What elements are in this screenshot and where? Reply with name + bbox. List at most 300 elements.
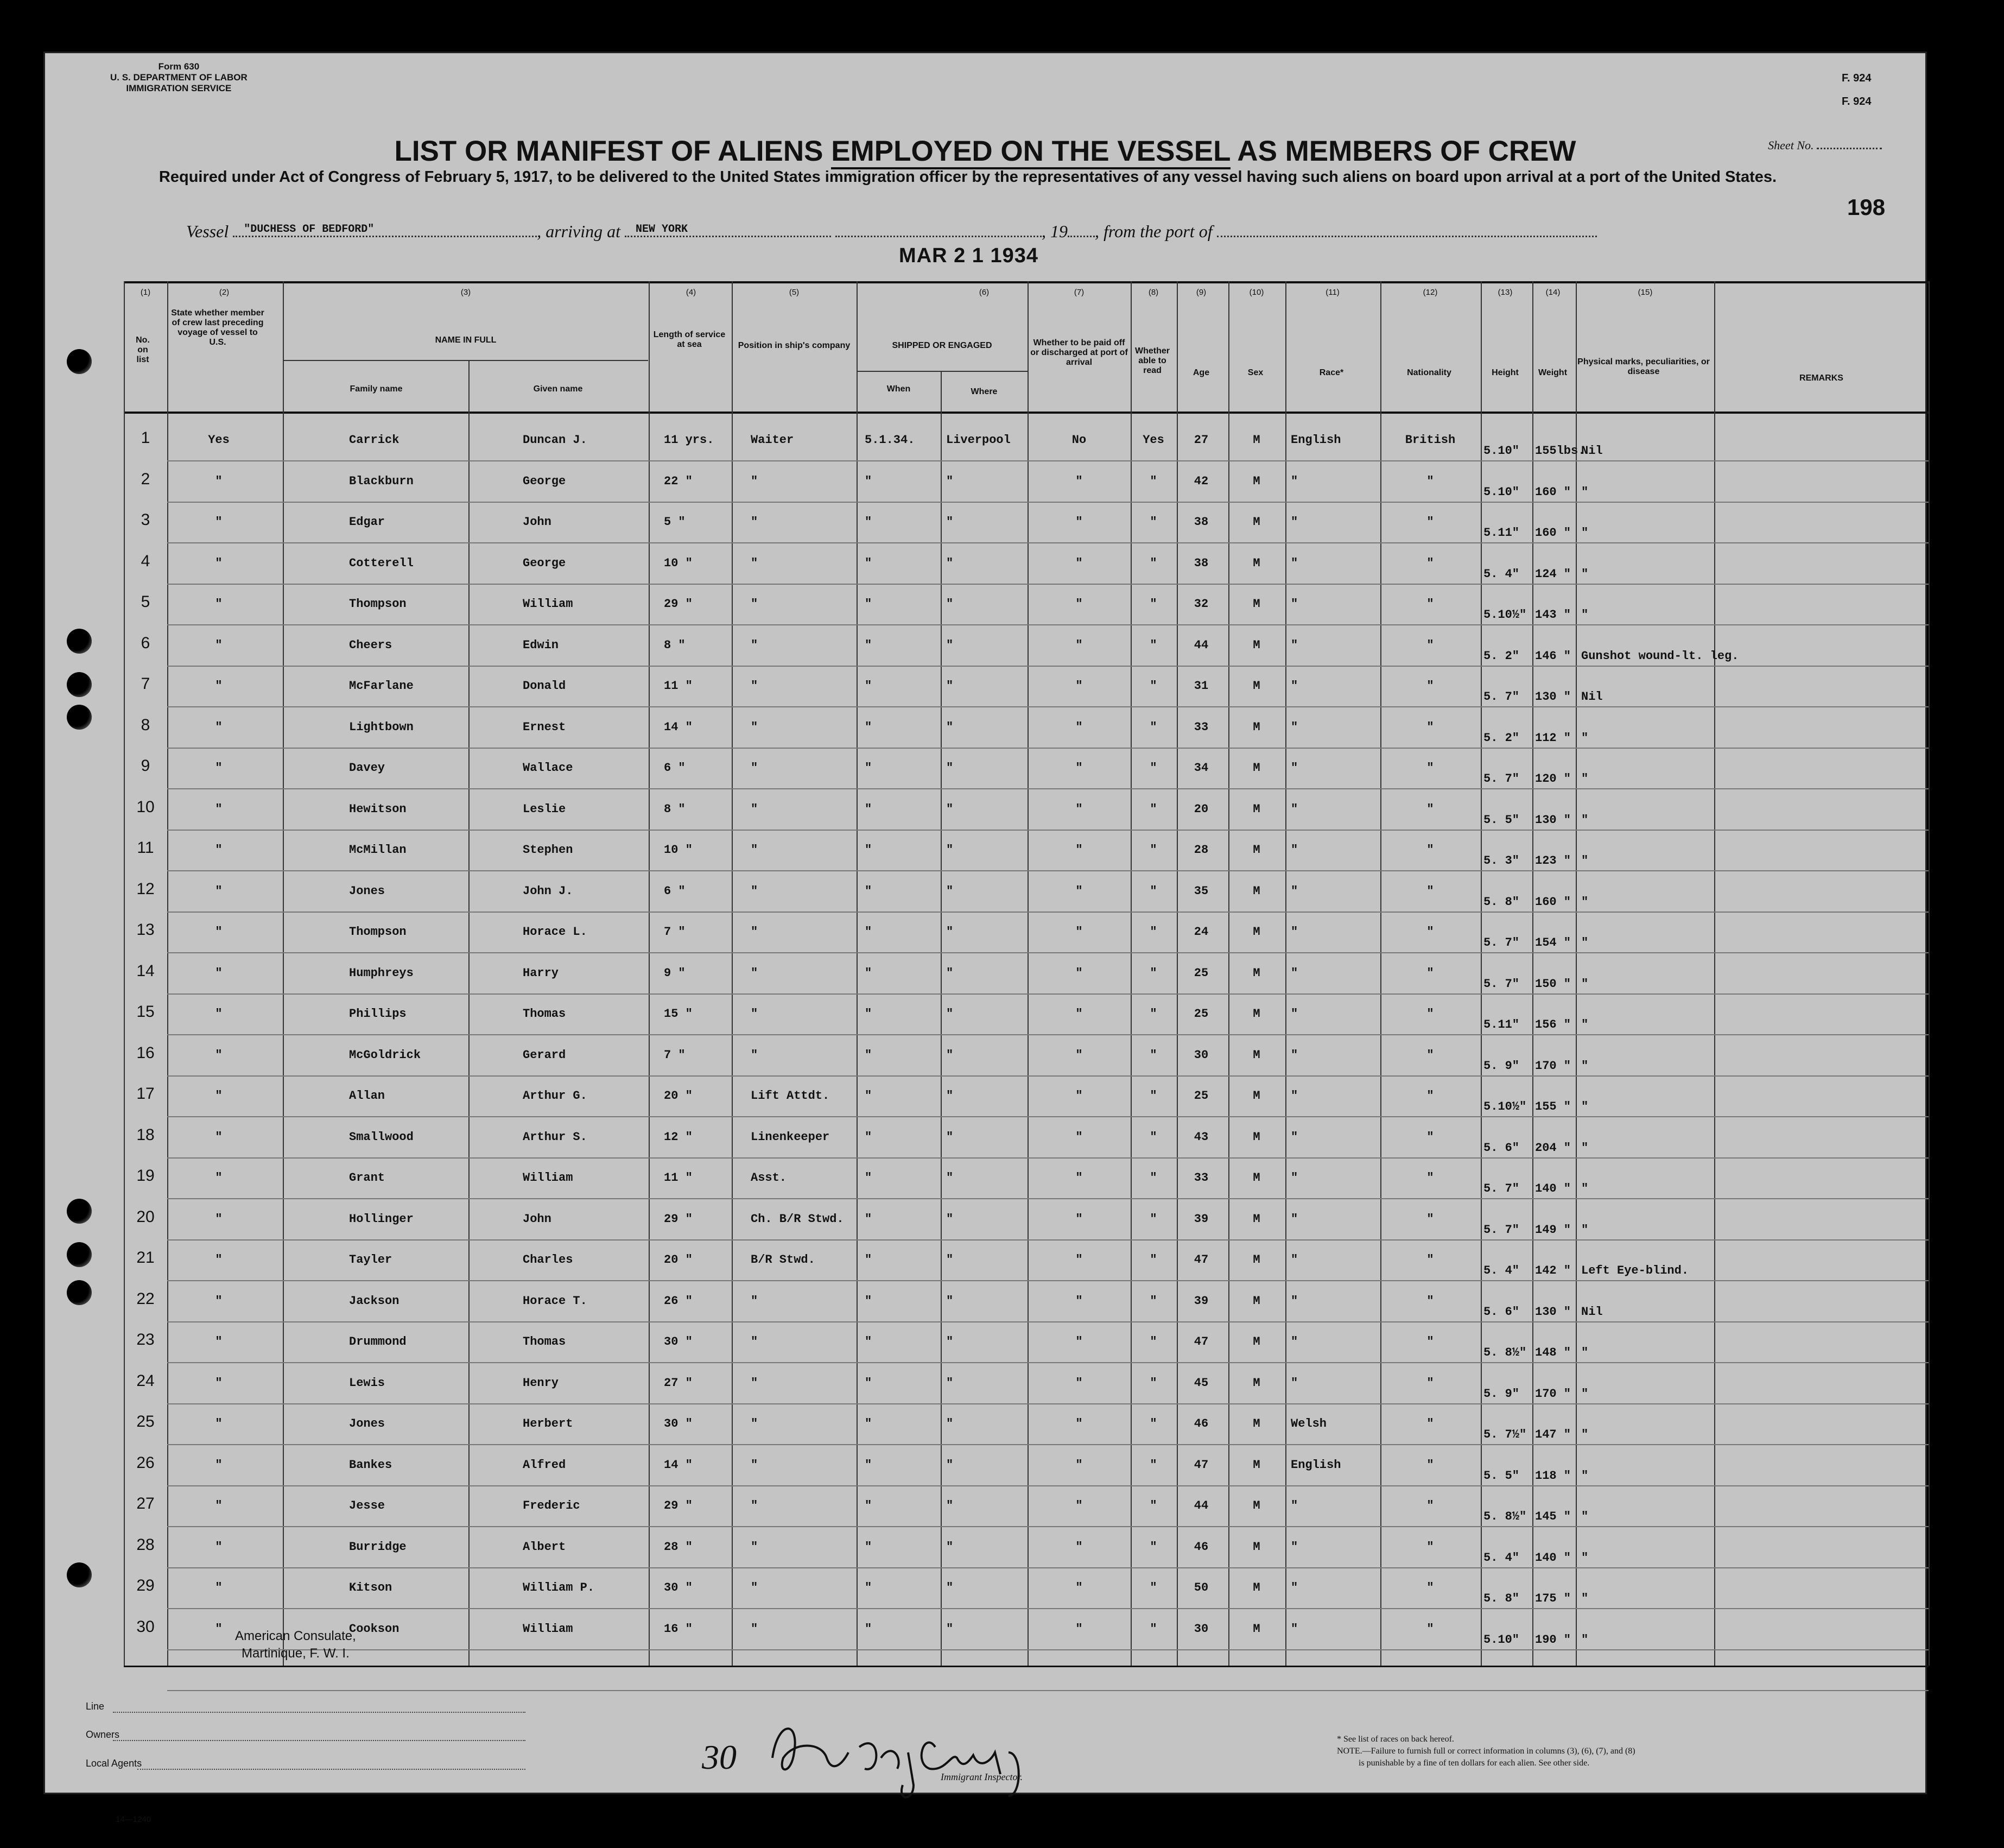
height-cell: 5. 9" [1483,1059,1520,1073]
previous-voyage-cell: " [215,1212,223,1226]
age-cell: 43 [1194,1130,1209,1144]
punch-hole [67,1280,92,1305]
note-line: is punishable by a fine of ten dollars for each alien. See other side. [1359,1758,1590,1768]
physical-marks-cell: Nil [1581,690,1603,704]
physical-marks-cell: " [1581,936,1589,950]
position-cell: " [751,843,758,857]
previous-voyage-cell: " [215,1130,223,1144]
sex-cell: M [1253,802,1260,816]
nationality-cell: British [1405,433,1456,447]
length-service-cell: 29 " [664,1499,693,1512]
given-name-cell: Arthur G. [523,1089,587,1103]
column-number: (5) [789,288,800,297]
race-cell: English [1291,433,1341,447]
paid-off-cell: " [1075,1294,1083,1308]
row-rule [167,1649,1929,1650]
row-rule [167,542,1929,543]
shipped-when-cell: " [865,802,872,816]
previous-voyage-cell: " [215,1540,223,1554]
age-cell: 47 [1194,1458,1209,1472]
previous-voyage-cell: " [215,1622,223,1636]
shipped-where-cell: " [946,1212,954,1226]
race-cell: " [1291,556,1298,570]
height-cell: 5. 7" [1483,690,1520,704]
given-name-cell: William [523,597,573,611]
height-cell: 5.10" [1483,485,1520,499]
manifest-sheet [43,52,1927,1824]
length-service-cell: 10 " [664,843,693,857]
position-cell: " [751,1458,758,1472]
position-cell: " [751,1540,758,1554]
header-position: Position in ship's company [738,341,851,350]
row-rule [167,1157,1929,1159]
owners-label: Owners [86,1729,120,1740]
shipped-where-cell: " [946,1089,954,1103]
row-rule [167,830,1929,831]
consulate-line: American Consulate, [235,1629,356,1643]
able-read-cell: " [1150,1335,1157,1349]
given-name-cell: Horace T. [523,1294,587,1308]
length-service-cell: 29 " [664,597,693,611]
row-rule [167,952,1929,953]
previous-voyage-cell: " [215,720,223,734]
able-read-cell: " [1150,1458,1157,1472]
date-stamp: MAR 2 1 1934 [899,244,1039,267]
column-number: (14) [1545,288,1561,297]
row-rule [167,1198,1929,1199]
paid-off-cell: No [1071,433,1087,447]
age-cell: 47 [1194,1253,1209,1267]
able-read-cell: " [1150,1130,1157,1144]
nationality-cell: " [1426,1499,1434,1512]
race-cell: " [1291,966,1298,980]
sex-cell: M [1253,884,1260,898]
family-name-cell: Thompson [349,925,407,939]
header-given-name: Given name [533,384,583,394]
length-service-cell: 6 " [664,884,686,898]
row-number: 10 [136,798,155,816]
height-cell: 5. 6" [1483,1141,1520,1155]
shipped-where-cell: " [946,1376,954,1390]
header-where: Where [971,387,998,396]
previous-voyage-cell: " [215,1458,223,1472]
row-number: 12 [136,879,155,898]
row-rule [167,1239,1929,1241]
paid-off-cell: " [1075,638,1083,652]
height-cell: 5. 7" [1483,1223,1520,1237]
family-name-cell: McGoldrick [349,1048,421,1062]
physical-marks-cell: " [1581,1346,1589,1359]
weight-cell: 130 " [1535,690,1571,704]
punch-hole [67,1199,92,1224]
height-cell: 5. 7½" [1483,1428,1527,1441]
weight-cell: 150 " [1535,977,1571,991]
length-service-cell: 16 " [664,1622,693,1636]
physical-marks-cell: " [1581,1387,1589,1401]
shipped-where-cell: " [946,1130,954,1144]
previous-voyage-cell: " [215,1007,223,1021]
row-rule [167,1526,1929,1527]
race-cell: " [1291,1253,1298,1267]
weight-cell: 154 " [1535,936,1571,950]
age-cell: 44 [1194,638,1209,652]
column-divider [649,281,650,1666]
agents-label: Local Agents [86,1758,142,1769]
shipped-when-cell: " [865,556,872,570]
physical-marks-cell: " [1581,1223,1589,1237]
nationality-cell: " [1426,1294,1434,1308]
shipped-where-cell: " [946,884,954,898]
family-name-cell: Lewis [349,1376,385,1390]
shipped-when-cell: " [865,1458,872,1472]
year-label: , 19 [1041,221,1068,241]
row-number: 7 [141,675,150,693]
race-cell: " [1291,884,1298,898]
agency-name: U. S. DEPARTMENT OF LABOR [110,72,248,83]
row-rule [167,748,1929,749]
position-cell: " [751,1376,758,1390]
length-service-cell: 12 " [664,1130,693,1144]
shipped-when-cell: " [865,720,872,734]
weight-cell: 160 " [1535,485,1571,499]
page-title [45,135,1925,168]
nationality-cell: " [1426,1130,1434,1144]
row-number: 28 [136,1535,155,1554]
family-name-cell: Hewitson [349,802,407,816]
previous-voyage-cell: " [215,925,223,939]
height-cell: 5. 8½" [1483,1346,1527,1359]
previous-voyage-cell: " [215,556,223,570]
height-cell: 5. 7" [1483,772,1520,786]
given-name-cell: Horace L. [523,925,587,939]
line-field [113,1712,525,1713]
paid-off-cell: " [1075,1458,1083,1472]
family-name-cell: Kitson [349,1581,392,1594]
shipped-where-cell: " [946,1622,954,1636]
shipped-when-cell: " [865,1622,872,1636]
able-read-cell: " [1150,1376,1157,1390]
shipped-when-cell: " [865,1376,872,1390]
length-service-cell: 14 " [664,720,693,734]
nationality-cell: " [1426,597,1434,611]
physical-marks-cell: " [1581,895,1589,909]
row-number: 11 [137,839,154,857]
age-cell: 27 [1194,433,1209,447]
length-service-cell: 5 " [664,515,686,529]
nationality-cell: " [1426,1007,1434,1021]
owners-field [113,1740,525,1741]
column-divider [1028,281,1029,1666]
previous-voyage-cell: " [215,802,223,816]
punch-hole [67,1562,92,1587]
age-cell: 46 [1194,1540,1209,1554]
able-read-cell: " [1150,638,1157,652]
row-number: 24 [136,1371,155,1390]
age-cell: 42 [1194,474,1209,488]
column-number: (15) [1638,288,1653,297]
subtitle: Required under Act of Congress of February 5, 1917, to be delivered to the United States immigration officer by the representatives of any vessel having such aliens on board upon arrival at a port of the United States. [158,168,1777,186]
physical-marks-cell: " [1581,567,1589,581]
given-name-cell: George [523,474,566,488]
page-number: 198 [1847,194,1886,220]
paid-off-cell: " [1075,1376,1083,1390]
previous-voyage-cell: " [215,843,223,857]
weight-cell: 130 " [1535,1305,1571,1319]
race-cell: " [1291,843,1298,857]
weight-cell: 155 " [1535,1100,1571,1113]
previous-voyage-cell: " [215,1417,223,1431]
sex-cell: M [1253,1048,1260,1062]
weight-cell: 123 " [1535,854,1571,868]
sex-cell: M [1253,966,1260,980]
given-name-cell: Duncan J. [523,433,587,447]
age-cell: 47 [1194,1335,1209,1349]
given-name-cell: Herbert [523,1417,573,1431]
sex-cell: M [1253,597,1260,611]
height-cell: 5.11" [1483,526,1520,540]
given-name-cell: William [523,1171,573,1185]
position-cell: " [751,1335,758,1349]
shipped-where-cell: " [946,638,954,652]
able-read-cell: " [1150,1253,1157,1267]
row-number: 4 [141,552,150,570]
row-number: 8 [141,716,150,734]
able-read-cell: " [1150,1171,1157,1185]
previous-voyage-cell: " [215,1089,223,1103]
row-number: 20 [136,1207,155,1226]
shipped-where-cell: " [946,1581,954,1594]
family-name-cell: McFarlane [349,679,414,693]
physical-marks-cell: " [1581,772,1589,786]
column-number: (11) [1326,288,1340,297]
able-read-cell: " [1150,515,1157,529]
row-number: 22 [136,1289,155,1308]
nationality-cell: " [1426,1212,1434,1226]
race-cell: " [1291,1499,1298,1512]
physical-marks-cell: " [1581,1182,1589,1195]
height-cell: 5. 2" [1483,649,1520,663]
sex-cell: M [1253,1253,1260,1267]
physical-marks-cell: " [1581,1592,1589,1605]
position-cell: " [751,925,758,939]
shipped-where-cell: " [946,1335,954,1349]
column-number: (9) [1196,288,1207,297]
height-cell: 5. 7" [1483,977,1520,991]
race-cell: " [1291,638,1298,652]
age-cell: 45 [1194,1376,1209,1390]
physical-marks-cell: " [1581,1059,1589,1073]
row-rule [167,912,1929,913]
age-cell: 25 [1194,966,1209,980]
row-number: 6 [141,634,150,652]
race-cell: " [1291,1294,1298,1308]
family-name-cell: Jones [349,1417,385,1431]
row-number: 1 [141,429,150,447]
family-name-cell: Thompson [349,597,407,611]
able-read-cell: " [1150,925,1157,939]
paid-off-cell: " [1075,597,1083,611]
row-rule [167,1321,1929,1322]
table-top-border [124,281,1929,283]
row-rule [167,1444,1929,1445]
length-service-cell: 26 " [664,1294,693,1308]
given-name-cell: Frederic [523,1499,580,1512]
weight-cell: 160 " [1535,526,1571,540]
position-cell: " [751,556,758,570]
given-name-cell: Ernest [523,720,566,734]
shipped-where-cell: " [946,474,954,488]
previous-voyage-cell: " [215,966,223,980]
row-rule [167,1116,1929,1117]
paid-off-cell: " [1075,1212,1083,1226]
position-cell: " [751,1499,758,1512]
shipped-where-cell: " [946,556,954,570]
previous-voyage-cell: " [215,1581,223,1594]
family-name-cell: Cotterell [349,556,414,570]
height-cell: 5. 9" [1483,1387,1520,1401]
able-read-cell: " [1150,474,1157,488]
previous-voyage-cell: " [215,1253,223,1267]
header-no-on-list: No. on list [136,336,150,364]
race-cell: " [1291,1335,1298,1349]
able-read-cell: Yes [1143,433,1164,447]
weight-cell: 140 " [1535,1182,1571,1195]
race-cell: English [1291,1458,1341,1472]
header-name-in-full: NAME IN FULL [435,336,497,345]
form-number: Form 630 [158,61,200,72]
family-name-cell: Blackburn [349,474,414,488]
length-service-cell: 30 " [664,1581,693,1594]
able-read-cell: " [1150,1048,1157,1062]
weight-cell: 148 " [1535,1346,1571,1359]
sex-cell: M [1253,1458,1260,1472]
weight-cell: 149 " [1535,1223,1571,1237]
given-name-cell: George [523,556,566,570]
physical-marks-cell: " [1581,1141,1589,1155]
note-star: * See list of races on back hereof. [1337,1735,1454,1744]
position-cell: Asst. [751,1171,787,1185]
family-name-cell: Lightbown [349,720,414,734]
length-service-cell: 7 " [664,925,686,939]
nationality-cell: " [1426,1540,1434,1554]
length-service-cell: 29 " [664,1212,693,1226]
table-bottom-border [124,1666,1929,1667]
nationality-cell: " [1426,925,1434,939]
age-cell: 28 [1194,843,1209,857]
family-name-cell: Edgar [349,515,385,529]
header-state-whether: State whether member of crew last preceding voyage of vessel to U.S. [171,308,264,347]
header-able-read: Whether able to read [1135,346,1170,375]
shipped-when-cell: " [865,925,872,939]
sex-cell: M [1253,1130,1260,1144]
sex-cell: M [1253,1089,1260,1103]
header-age: Age [1193,368,1210,377]
able-read-cell: " [1150,1499,1157,1512]
family-name-cell: Jesse [349,1499,385,1512]
weight-cell: 143 " [1535,608,1571,622]
physical-marks-cell: " [1581,1510,1589,1523]
age-cell: 30 [1194,1622,1209,1636]
shipped-where-cell: " [946,1294,954,1308]
shipped-where-cell: " [946,1417,954,1431]
nationality-cell: " [1426,761,1434,775]
row-rule [167,1485,1929,1486]
paid-off-cell: " [1075,966,1083,980]
row-rule [167,502,1929,503]
paid-off-cell: " [1075,1089,1083,1103]
race-cell: " [1291,1581,1298,1594]
header-weight: Weight [1538,368,1568,377]
position-cell: " [751,1581,758,1594]
row-number: 25 [136,1413,155,1431]
shipped-where-cell: " [946,720,954,734]
height-cell: 5. 4" [1483,567,1520,581]
given-name-cell: Leslie [523,802,566,816]
length-service-cell: 11 yrs. [664,433,714,447]
sex-cell: M [1253,1335,1260,1349]
family-name-cell: Carrick [349,433,399,447]
position-cell: " [751,884,758,898]
length-service-cell: 8 " [664,638,686,652]
given-name-cell: Albert [523,1540,566,1554]
column-number: (12) [1423,288,1438,297]
sex-cell: M [1253,556,1260,570]
shipped-when-cell: " [865,1581,872,1594]
column-divider [1929,281,1930,1666]
consulate-line: Martinique, F. W. I. [242,1646,350,1661]
age-cell: 46 [1194,1417,1209,1431]
shipped-where-cell: " [946,802,954,816]
position-cell: " [751,720,758,734]
height-cell: 5.10" [1483,444,1520,458]
vessel-value: "DUCHESS OF BEDFORD" [244,223,375,236]
given-name-cell: John [523,1212,551,1226]
previous-voyage-cell: " [215,597,223,611]
weight-cell: 112 " [1535,731,1571,745]
shipped-when-cell: " [865,474,872,488]
row-number: 27 [136,1495,155,1512]
inspector-signature [696,1709,1131,1807]
height-cell: 5. 8" [1483,895,1520,909]
physical-marks-cell: " [1581,1469,1589,1483]
row-rule [167,624,1929,625]
able-read-cell: " [1150,966,1157,980]
header-family-name: Family name [350,384,403,394]
physical-marks-cell: " [1581,526,1589,540]
given-name-cell: Thomas [523,1007,566,1021]
able-read-cell: " [1150,1581,1157,1594]
row-rule [167,1075,1929,1077]
shipped-where-cell: " [946,925,954,939]
row-rule [167,460,1929,461]
previous-voyage-cell: " [215,761,223,775]
header-sex: Sex [1247,368,1264,377]
column-divider [941,371,942,1666]
given-name-cell: John J. [523,884,573,898]
sex-cell: M [1253,1581,1260,1594]
column-divider [1576,281,1577,1666]
able-read-cell: " [1150,679,1157,693]
shipped-when-cell: " [865,761,872,775]
header-physical: Physical marks, peculiarities, or disease [1577,357,1710,376]
weight-cell: 170 " [1535,1387,1571,1401]
title-part: AS MEMBERS OF CREW [1230,135,1576,167]
paid-off-cell: " [1075,1335,1083,1349]
row-number: 2 [141,470,150,488]
nationality-cell: " [1426,1171,1434,1185]
shipped-where-cell: " [946,1048,954,1062]
physical-marks-cell: " [1581,485,1589,499]
